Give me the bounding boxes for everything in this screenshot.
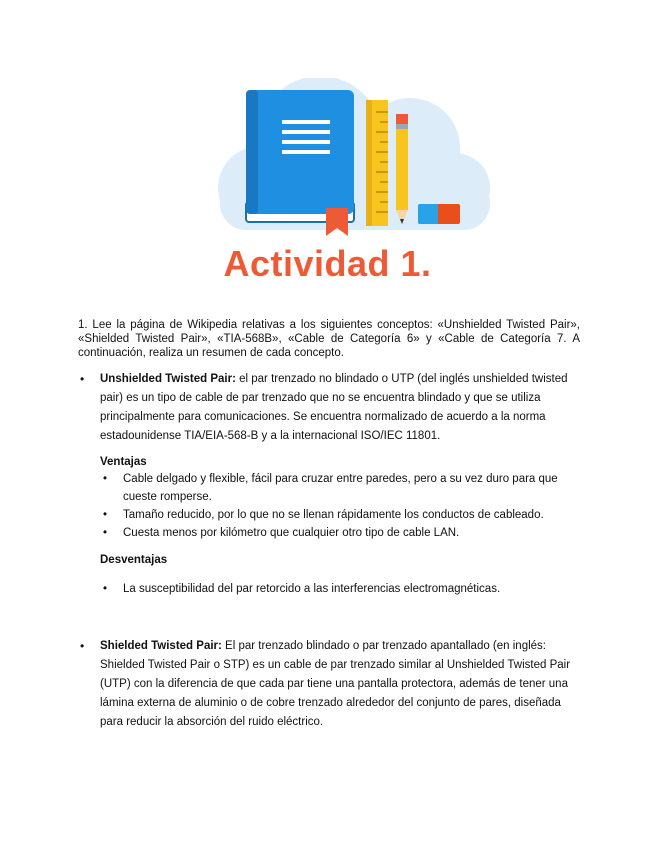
utp-term: Unshielded Twisted Pair: xyxy=(100,373,236,385)
advantage-text: Tamaño reducido, por lo que no se llenan rápidamente los conductos de cableado. xyxy=(123,509,544,521)
utp-definition: el par trenzado no blindado o UTP (del inglés unshielded twisted pair) es un tipo de cable de par trenzado que no se encuentra blindado y que se utiliza principalmente para comunicaciones. Se encuentra normalizado de acuerdo a la norma estadounidense TIA/EIA-568-B y a la internacional ISO/IEC 11801. xyxy=(100,373,568,442)
bullet-dot: • xyxy=(103,583,108,595)
utp-bullet xyxy=(78,370,580,446)
activity-instructions: 1. Lee la página de Wikipedia relativas a los siguientes conceptos: «Unshielded Twisted Pair», «Shielded Twisted Pair», «TIA-568B», «Cable de Categoría 6» y «Cable de Categoría 7. A continuación, realiza un resumen de cada concepto. xyxy=(78,319,580,359)
advantages-list xyxy=(78,470,580,542)
stp-definition: El par trenzado blindado o par trenzado apantallado (en inglés: Shielded Twisted Pair o STP) es un cable de par trenzado similar al Unshielded Twisted Pair (UTP) con la diferencia de que cada par tiene una pantalla protectora, además de tener una lámina externa de aluminio o de cobre trenzado alrededor del conjunto de pares, diseñada para reducir la absorción del ruido eléctrico. xyxy=(100,640,571,728)
bullet-dot: • xyxy=(80,639,85,653)
disadvantages-list xyxy=(78,580,580,598)
bullet-dot: • xyxy=(103,509,108,521)
utp-section xyxy=(78,370,580,598)
ruler-icon xyxy=(366,100,388,226)
disadvantages-heading: Desventajas xyxy=(100,554,168,566)
stp-bullet xyxy=(78,637,580,732)
pencil-icon xyxy=(396,114,408,224)
eraser-icon xyxy=(418,204,460,224)
disadvantage-text: La susceptibilidad del par retorcido a las interferencias electromagnéticas. xyxy=(123,583,501,595)
stp-section xyxy=(78,637,580,732)
bullet-dot: • xyxy=(80,372,85,386)
bullet-dot: • xyxy=(103,527,108,539)
bullet-dot: • xyxy=(103,473,108,485)
disadvantage-item xyxy=(100,580,580,598)
stp-term: Shielded Twisted Pair: xyxy=(100,640,222,652)
advantage-text: Cuesta menos por kilómetro que cualquier otro tipo de cable LAN. xyxy=(123,527,460,539)
book-icon xyxy=(246,90,354,236)
advantage-text: Cable delgado y flexible, fácil para cruzar entre paredes, pero a su vez duro para que cueste romperse. xyxy=(123,473,558,503)
advantage-item xyxy=(100,506,580,524)
advantage-item xyxy=(100,524,580,542)
advantage-item xyxy=(100,470,580,506)
advantages-heading: Ventajas xyxy=(100,456,147,468)
header-illustration xyxy=(200,78,500,238)
page-title: Actividad 1. xyxy=(223,243,432,284)
